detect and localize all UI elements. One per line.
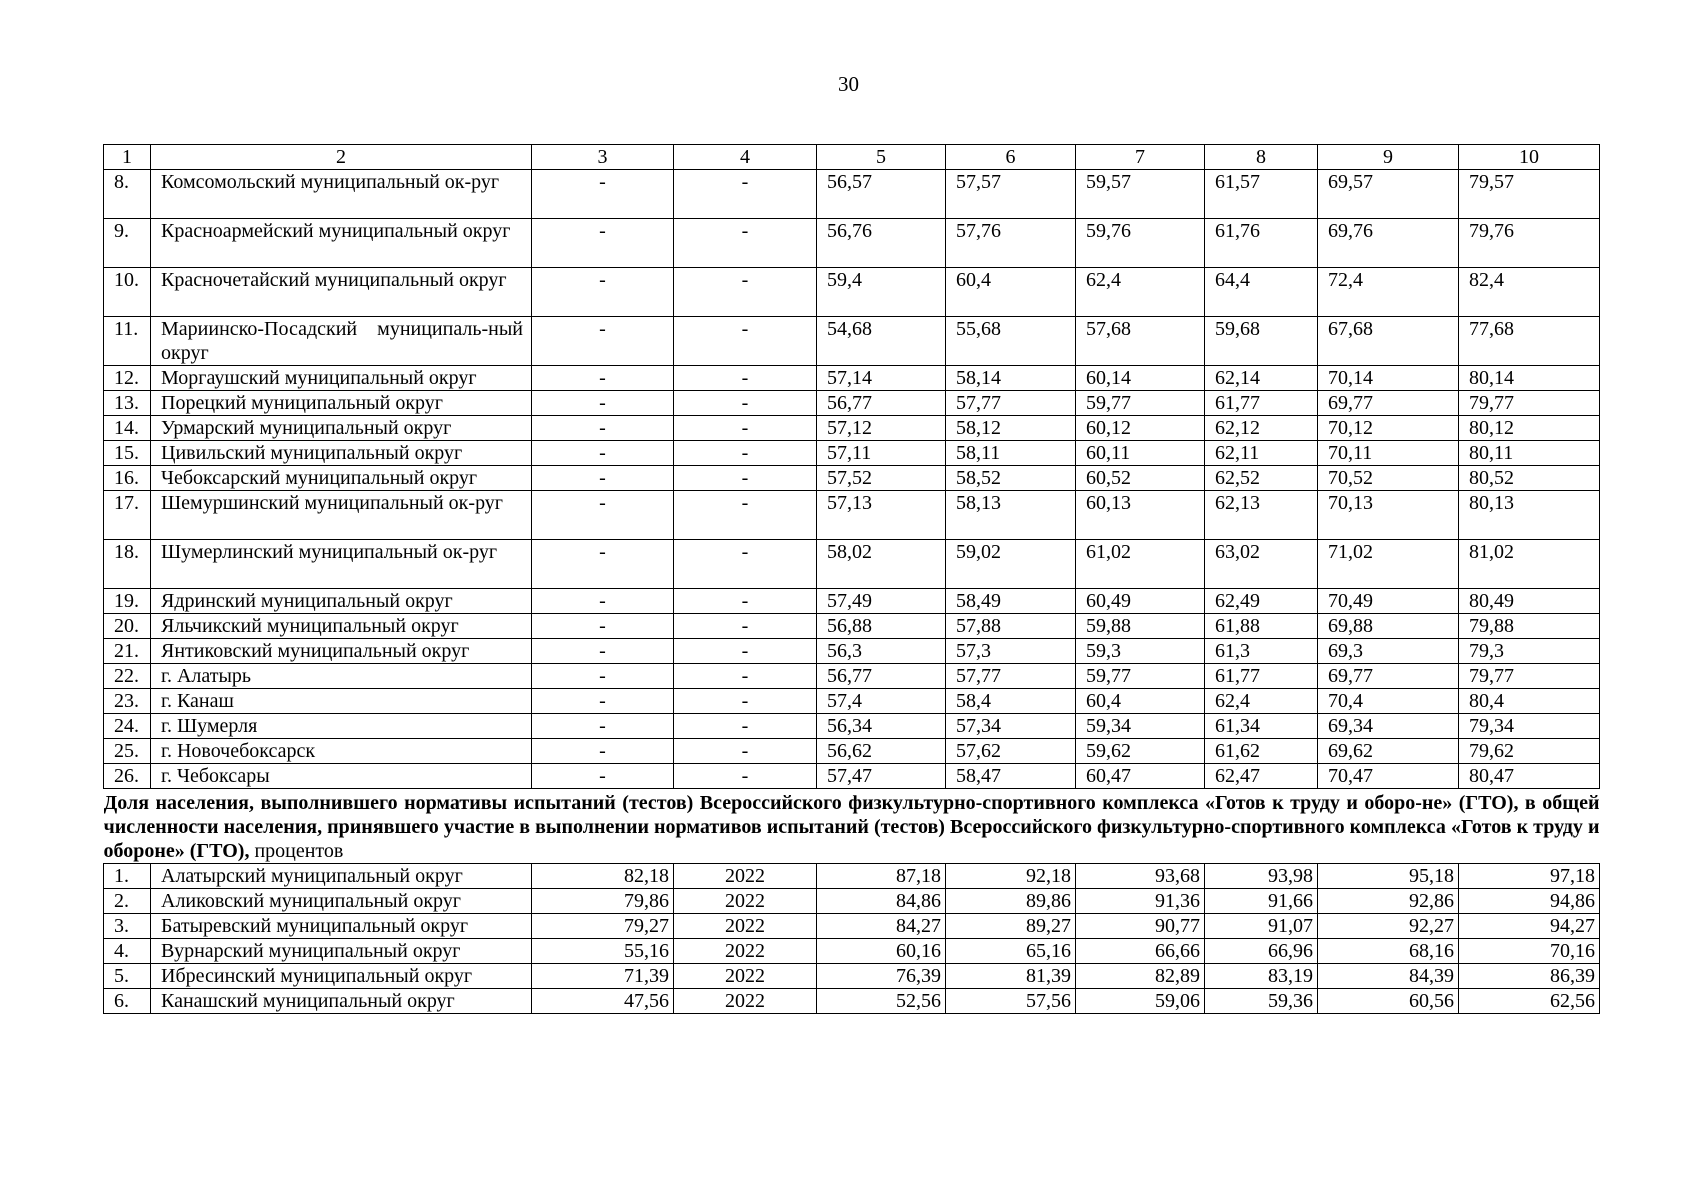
row-number-cell: 19.: [104, 589, 151, 614]
value-cell: 89,27: [946, 914, 1076, 939]
territory-name-cell: Ядринский муниципальный округ: [151, 589, 532, 614]
table-row: [104, 939, 1600, 964]
baseline-cell: -: [674, 466, 817, 491]
row-number-cell: 25.: [104, 739, 151, 764]
column-number-cell: 1: [104, 145, 151, 170]
value-cell: 69,57: [1318, 170, 1459, 219]
value-cell: 60,47: [1076, 764, 1205, 789]
value-cell: 82,4: [1459, 268, 1600, 317]
value-cell: 93,98: [1205, 864, 1318, 889]
value-cell: 89,86: [946, 889, 1076, 914]
territory-name-cell: г. Канаш: [151, 689, 532, 714]
table-row: [104, 689, 1600, 714]
baseline-cell: -: [532, 764, 674, 789]
value-cell: 58,12: [946, 416, 1076, 441]
row-number-cell: 26.: [104, 764, 151, 789]
table-row: [104, 491, 1600, 540]
value-cell: 59,34: [1076, 714, 1205, 739]
value-cell: 57,13: [817, 491, 946, 540]
table-row: [104, 170, 1600, 219]
value-cell: 62,12: [1205, 416, 1318, 441]
value-cell: 84,39: [1318, 964, 1459, 989]
table-row: [104, 664, 1600, 689]
value-cell: 92,86: [1318, 889, 1459, 914]
value-cell: 66,96: [1205, 939, 1318, 964]
value-cell: 63,02: [1205, 540, 1318, 589]
territory-name-cell: Шумерлинский муниципальный ок-руг: [151, 540, 532, 589]
value-cell: 57,56: [946, 989, 1076, 1014]
value-cell: 57,68: [1076, 317, 1205, 366]
value-cell: 70,12: [1318, 416, 1459, 441]
page-number: 30: [838, 72, 859, 96]
value-cell: 55,16: [532, 939, 674, 964]
value-cell: 87,18: [817, 864, 946, 889]
value-cell: 79,34: [1459, 714, 1600, 739]
baseline-year-cell: 2022: [674, 964, 817, 989]
value-cell: 59,57: [1076, 170, 1205, 219]
territory-name-cell: Порецкий муниципальный округ: [151, 391, 532, 416]
value-cell: 82,89: [1076, 964, 1205, 989]
value-cell: 58,4: [946, 689, 1076, 714]
value-cell: 57,34: [946, 714, 1076, 739]
value-cell: 60,52: [1076, 466, 1205, 491]
value-cell: 61,3: [1205, 639, 1318, 664]
territory-name-cell: Цивильский муниципальный округ: [151, 441, 532, 466]
value-cell: 69,77: [1318, 391, 1459, 416]
value-cell: 57,57: [946, 170, 1076, 219]
value-cell: 56,62: [817, 739, 946, 764]
value-cell: 90,77: [1076, 914, 1205, 939]
value-cell: 59,02: [946, 540, 1076, 589]
value-cell: 91,36: [1076, 889, 1205, 914]
value-cell: 70,52: [1318, 466, 1459, 491]
value-cell: 59,4: [817, 268, 946, 317]
territory-name-cell: г. Шумерля: [151, 714, 532, 739]
baseline-cell: -: [532, 391, 674, 416]
row-number-cell: 17.: [104, 491, 151, 540]
row-number-cell: 12.: [104, 366, 151, 391]
value-cell: 57,62: [946, 739, 1076, 764]
value-cell: 62,56: [1459, 989, 1600, 1014]
value-cell: 57,77: [946, 664, 1076, 689]
column-number-row: [104, 145, 1600, 170]
table-row: [104, 864, 1600, 889]
column-number-cell: 4: [674, 145, 817, 170]
value-cell: 70,49: [1318, 589, 1459, 614]
baseline-cell: -: [674, 268, 817, 317]
row-number-cell: 24.: [104, 714, 151, 739]
baseline-year-cell: 2022: [674, 889, 817, 914]
value-cell: 92,27: [1318, 914, 1459, 939]
value-cell: 61,34: [1205, 714, 1318, 739]
value-cell: 79,77: [1459, 391, 1600, 416]
baseline-cell: -: [532, 416, 674, 441]
baseline-cell: -: [532, 540, 674, 589]
row-number-cell: 6.: [104, 989, 151, 1014]
value-cell: 71,02: [1318, 540, 1459, 589]
value-cell: 56,76: [817, 219, 946, 268]
value-cell: 80,11: [1459, 441, 1600, 466]
value-cell: 61,77: [1205, 391, 1318, 416]
value-cell: 79,88: [1459, 614, 1600, 639]
row-number-cell: 20.: [104, 614, 151, 639]
baseline-cell: -: [532, 589, 674, 614]
value-cell: 69,77: [1318, 664, 1459, 689]
value-cell: 57,4: [817, 689, 946, 714]
value-cell: 79,57: [1459, 170, 1600, 219]
baseline-cell: -: [532, 441, 674, 466]
baseline-cell: -: [674, 589, 817, 614]
section-title-row: [104, 789, 1600, 864]
baseline-cell: -: [674, 416, 817, 441]
value-cell: 91,66: [1205, 889, 1318, 914]
value-cell: 60,49: [1076, 589, 1205, 614]
value-cell: 80,47: [1459, 764, 1600, 789]
row-number-cell: 1.: [104, 864, 151, 889]
row-number-cell: 11.: [104, 317, 151, 366]
value-cell: 62,52: [1205, 466, 1318, 491]
value-cell: 61,77: [1205, 664, 1318, 689]
value-cell: 61,76: [1205, 219, 1318, 268]
value-cell: 59,3: [1076, 639, 1205, 664]
value-cell: 69,34: [1318, 714, 1459, 739]
table-row: [104, 639, 1600, 664]
value-cell: 79,77: [1459, 664, 1600, 689]
value-cell: 70,4: [1318, 689, 1459, 714]
baseline-cell: -: [674, 391, 817, 416]
value-cell: 58,02: [817, 540, 946, 589]
table-row: [104, 219, 1600, 268]
baseline-cell: -: [532, 268, 674, 317]
table-row: [104, 589, 1600, 614]
table-row: [104, 764, 1600, 789]
value-cell: 69,3: [1318, 639, 1459, 664]
value-cell: 62,4: [1205, 689, 1318, 714]
value-cell: 54,68: [817, 317, 946, 366]
value-cell: 59,62: [1076, 739, 1205, 764]
territory-name-cell: Ибресинский муниципальный округ: [151, 964, 532, 989]
table-row: [104, 317, 1600, 366]
value-cell: 83,19: [1205, 964, 1318, 989]
row-number-cell: 5.: [104, 964, 151, 989]
territory-name-cell: Урмарский муниципальный округ: [151, 416, 532, 441]
baseline-cell: -: [532, 664, 674, 689]
table-row: [104, 366, 1600, 391]
table-row: [104, 540, 1600, 589]
value-cell: 93,68: [1076, 864, 1205, 889]
territory-name-cell: г. Алатырь: [151, 664, 532, 689]
value-cell: 65,16: [946, 939, 1076, 964]
value-cell: 71,39: [532, 964, 674, 989]
value-cell: 70,14: [1318, 366, 1459, 391]
value-cell: 59,76: [1076, 219, 1205, 268]
value-cell: 79,86: [532, 889, 674, 914]
territory-name-cell: Красноармейский муниципальный округ: [151, 219, 532, 268]
section-title: [104, 789, 1600, 864]
baseline-year-cell: 2022: [674, 989, 817, 1014]
row-number-cell: 21.: [104, 639, 151, 664]
value-cell: 62,13: [1205, 491, 1318, 540]
row-number-cell: 22.: [104, 664, 151, 689]
baseline-cell: -: [532, 639, 674, 664]
territory-name-cell: г. Чебоксары: [151, 764, 532, 789]
baseline-cell: -: [674, 366, 817, 391]
value-cell: 92,18: [946, 864, 1076, 889]
table-row: [104, 391, 1600, 416]
value-cell: 80,14: [1459, 366, 1600, 391]
territory-name-cell: г. Новочебоксарск: [151, 739, 532, 764]
value-cell: 94,86: [1459, 889, 1600, 914]
baseline-cell: -: [674, 219, 817, 268]
value-cell: 61,57: [1205, 170, 1318, 219]
baseline-year-cell: 2022: [674, 864, 817, 889]
baseline-cell: -: [674, 639, 817, 664]
value-cell: 57,47: [817, 764, 946, 789]
value-cell: 61,62: [1205, 739, 1318, 764]
column-number-cell: 8: [1205, 145, 1318, 170]
baseline-cell: -: [532, 491, 674, 540]
table-row: [104, 964, 1600, 989]
value-cell: 62,4: [1076, 268, 1205, 317]
value-cell: 59,06: [1076, 989, 1205, 1014]
baseline-cell: -: [532, 714, 674, 739]
column-number-cell: 5: [817, 145, 946, 170]
baseline-cell: -: [674, 540, 817, 589]
value-cell: 58,47: [946, 764, 1076, 789]
table-row: [104, 739, 1600, 764]
row-number-cell: 13.: [104, 391, 151, 416]
value-cell: 69,62: [1318, 739, 1459, 764]
row-number-cell: 9.: [104, 219, 151, 268]
territory-name-cell: Моргаушский муниципальный округ: [151, 366, 532, 391]
value-cell: 60,11: [1076, 441, 1205, 466]
value-cell: 81,02: [1459, 540, 1600, 589]
row-number-cell: 14.: [104, 416, 151, 441]
row-number-cell: 4.: [104, 939, 151, 964]
value-cell: 80,12: [1459, 416, 1600, 441]
value-cell: 60,13: [1076, 491, 1205, 540]
baseline-cell: -: [674, 170, 817, 219]
baseline-cell: -: [532, 366, 674, 391]
value-cell: 80,52: [1459, 466, 1600, 491]
baseline-cell: -: [532, 317, 674, 366]
value-cell: 79,62: [1459, 739, 1600, 764]
table-row: [104, 416, 1600, 441]
value-cell: 81,39: [946, 964, 1076, 989]
value-cell: 57,11: [817, 441, 946, 466]
value-cell: 80,4: [1459, 689, 1600, 714]
value-cell: 59,88: [1076, 614, 1205, 639]
row-number-cell: 15.: [104, 441, 151, 466]
baseline-cell: -: [532, 739, 674, 764]
territory-name-cell: Янтиковский муниципальный округ: [151, 639, 532, 664]
table-row: [104, 714, 1600, 739]
column-number-cell: 2: [151, 145, 532, 170]
column-number-cell: 9: [1318, 145, 1459, 170]
table-row: [104, 989, 1600, 1014]
baseline-cell: -: [532, 466, 674, 491]
baseline-year-cell: 2022: [674, 939, 817, 964]
value-cell: 58,49: [946, 589, 1076, 614]
column-number-cell: 7: [1076, 145, 1205, 170]
territory-name-cell: Красночетайский муниципальный округ: [151, 268, 532, 317]
column-number-cell: 6: [946, 145, 1076, 170]
value-cell: 60,12: [1076, 416, 1205, 441]
value-cell: 59,68: [1205, 317, 1318, 366]
table-row: [104, 268, 1600, 317]
value-cell: 86,39: [1459, 964, 1600, 989]
value-cell: 69,88: [1318, 614, 1459, 639]
value-cell: 97,18: [1459, 864, 1600, 889]
value-cell: 61,02: [1076, 540, 1205, 589]
territory-name-cell: Чебоксарский муниципальный округ: [151, 466, 532, 491]
baseline-cell: -: [532, 614, 674, 639]
column-number-cell: 10: [1459, 145, 1600, 170]
territory-name-cell: Комсомольский муниципальный ок-руг: [151, 170, 532, 219]
value-cell: 70,11: [1318, 441, 1459, 466]
baseline-cell: -: [674, 614, 817, 639]
value-cell: 79,27: [532, 914, 674, 939]
value-cell: 56,34: [817, 714, 946, 739]
value-cell: 60,56: [1318, 989, 1459, 1014]
value-cell: 60,4: [1076, 689, 1205, 714]
value-cell: 62,47: [1205, 764, 1318, 789]
value-cell: 57,76: [946, 219, 1076, 268]
value-cell: 80,49: [1459, 589, 1600, 614]
value-cell: 58,11: [946, 441, 1076, 466]
table-row: [104, 441, 1600, 466]
territory-name-cell: Мариинско-Посадский муниципаль-ный округ: [151, 317, 532, 366]
baseline-cell: -: [532, 170, 674, 219]
value-cell: 57,52: [817, 466, 946, 491]
territory-name-cell: Канашский муниципальный округ: [151, 989, 532, 1014]
value-cell: 55,68: [946, 317, 1076, 366]
value-cell: 70,16: [1459, 939, 1600, 964]
column-number-cell: 3: [532, 145, 674, 170]
baseline-cell: -: [674, 689, 817, 714]
value-cell: 68,16: [1318, 939, 1459, 964]
table-row: [104, 889, 1600, 914]
value-cell: 72,4: [1318, 268, 1459, 317]
value-cell: 60,4: [946, 268, 1076, 317]
value-cell: 84,27: [817, 914, 946, 939]
value-cell: 79,3: [1459, 639, 1600, 664]
territory-name-cell: Вурнарский муниципальный округ: [151, 939, 532, 964]
value-cell: 57,88: [946, 614, 1076, 639]
value-cell: 80,13: [1459, 491, 1600, 540]
baseline-cell: -: [674, 714, 817, 739]
value-cell: 57,12: [817, 416, 946, 441]
value-cell: 77,68: [1459, 317, 1600, 366]
row-number-cell: 2.: [104, 889, 151, 914]
value-cell: 62,14: [1205, 366, 1318, 391]
section-title-unit: процентов: [249, 840, 344, 862]
territory-name-cell: Батыревский муниципальный округ: [151, 914, 532, 939]
value-cell: 56,77: [817, 664, 946, 689]
value-cell: 58,14: [946, 366, 1076, 391]
value-cell: 60,16: [817, 939, 946, 964]
territory-name-cell: Яльчикский муниципальный округ: [151, 614, 532, 639]
value-cell: 60,14: [1076, 366, 1205, 391]
value-cell: 61,88: [1205, 614, 1318, 639]
row-number-cell: 23.: [104, 689, 151, 714]
value-cell: 69,76: [1318, 219, 1459, 268]
value-cell: 64,4: [1205, 268, 1318, 317]
territory-name-cell: Шемуршинский муниципальный ок-руг: [151, 491, 532, 540]
value-cell: 47,56: [532, 989, 674, 1014]
value-cell: 59,36: [1205, 989, 1318, 1014]
value-cell: 58,13: [946, 491, 1076, 540]
value-cell: 84,86: [817, 889, 946, 914]
value-cell: 57,77: [946, 391, 1076, 416]
value-cell: 59,77: [1076, 664, 1205, 689]
value-cell: 76,39: [817, 964, 946, 989]
value-cell: 66,66: [1076, 939, 1205, 964]
table-row: [104, 914, 1600, 939]
baseline-cell: -: [674, 317, 817, 366]
data-table: [103, 144, 1600, 1014]
value-cell: 95,18: [1318, 864, 1459, 889]
value-cell: 94,27: [1459, 914, 1600, 939]
value-cell: 79,76: [1459, 219, 1600, 268]
row-number-cell: 10.: [104, 268, 151, 317]
value-cell: 58,52: [946, 466, 1076, 491]
section-title-bold: Доля населения, выполнившего нормативы испытаний (тестов) Всероссийского физкультурно-спортивного комплекса «Готов к труду и оборо-не» (ГТО), в общей численности населения, принявшего участие в выполнении нормативов испытаний (тестов) Всероссийского физкультурно-спортивного комплекса «Готов к труду и обороне» (ГТО),: [103, 792, 1600, 862]
baseline-cell: -: [674, 739, 817, 764]
value-cell: 56,88: [817, 614, 946, 639]
table-row: [104, 614, 1600, 639]
baseline-cell: -: [674, 441, 817, 466]
baseline-cell: -: [532, 219, 674, 268]
value-cell: 67,68: [1318, 317, 1459, 366]
baseline-cell: -: [532, 689, 674, 714]
baseline-cell: -: [674, 764, 817, 789]
value-cell: 56,77: [817, 391, 946, 416]
row-number-cell: 18.: [104, 540, 151, 589]
value-cell: 57,14: [817, 366, 946, 391]
row-number-cell: 16.: [104, 466, 151, 491]
value-cell: 82,18: [532, 864, 674, 889]
territory-name-cell: Алатырский муниципальный округ: [151, 864, 532, 889]
baseline-cell: -: [674, 664, 817, 689]
value-cell: 62,49: [1205, 589, 1318, 614]
value-cell: 70,47: [1318, 764, 1459, 789]
value-cell: 62,11: [1205, 441, 1318, 466]
territory-name-cell: Аликовский муниципальный округ: [151, 889, 532, 914]
value-cell: 70,13: [1318, 491, 1459, 540]
value-cell: 57,3: [946, 639, 1076, 664]
value-cell: 57,49: [817, 589, 946, 614]
row-number-cell: 3.: [104, 914, 151, 939]
value-cell: 91,07: [1205, 914, 1318, 939]
baseline-year-cell: 2022: [674, 914, 817, 939]
row-number-cell: 8.: [104, 170, 151, 219]
baseline-cell: -: [674, 491, 817, 540]
value-cell: 59,77: [1076, 391, 1205, 416]
table-row: [104, 466, 1600, 491]
value-cell: 56,3: [817, 639, 946, 664]
value-cell: 52,56: [817, 989, 946, 1014]
value-cell: 56,57: [817, 170, 946, 219]
